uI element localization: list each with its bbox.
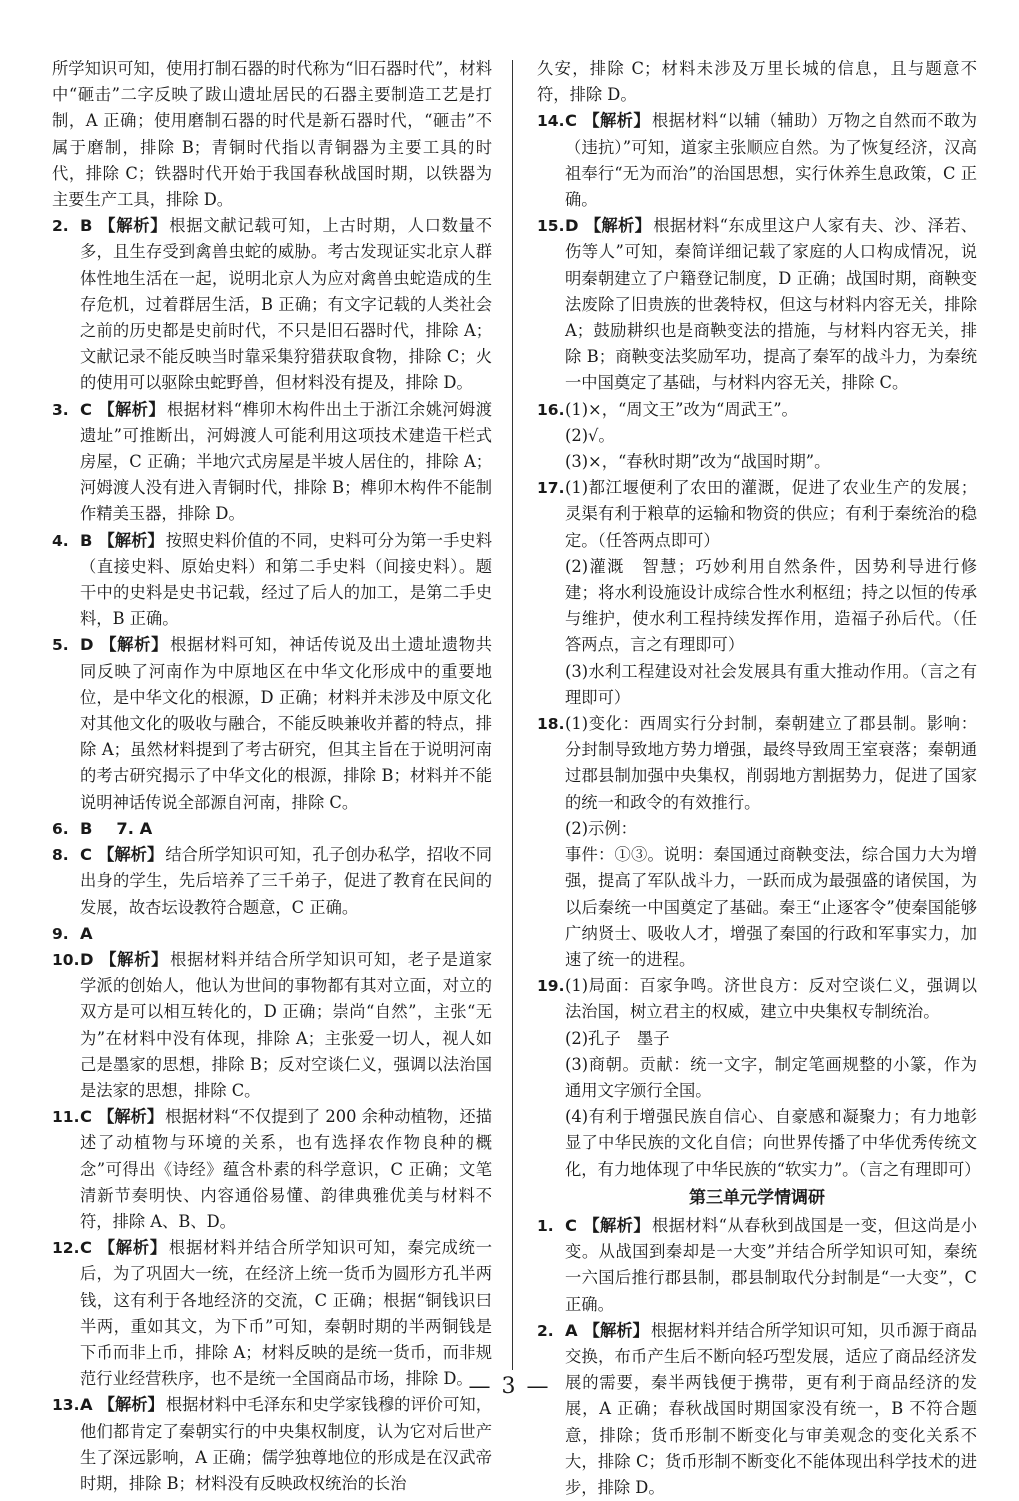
analysis-text: 根据材料并结合所学知识可知，老子是道家学派的创始人，他认为世间的事物都有其对立面，对立的双方是可以相互转化的，D 正确；崇尚“自然”，主张“无为”在材料中没有体现，排除 A；主张爱一切人，视人如己是墨家的思想，排除 B；反对空谈仁义，强调以法治国是法家的思想，排除 C。 [80,949,492,1100]
analysis-tag: 【解析】 [583,1320,649,1340]
answer-item [52,213,492,396]
answer-letter: D [80,635,94,655]
analysis-tag: 【解析】 [98,216,168,236]
analysis-text: 根据材料“榫卯木构件出土于浙江余姚河姆渡遗址”可推断出，河姆渡人可能利用这项技术建造干栏式房屋，C 正确；半地穴式房屋是半坡人居住的，排除 A；河姆渡人没有进入青铜时代，排除 B；榫卯木构件不能制作精美玉器，排除 D。 [80,399,492,524]
question-number: 8. [52,846,69,865]
answer-letter: D [80,949,94,969]
question-number: 5. [52,636,69,655]
analysis-tag: 【解析】 [99,635,169,655]
left-column [52,56,492,1497]
analysis-text: 根据材料“从春秋到战国是一变，但这尚是小变。从战国到秦却是一大变”并结合所学知识可知，秦统一六国后推行郡县制，郡县制取代分封制是“一大变”，C 正确。 [565,1215,977,1314]
continued-answer: 久安，排除 C；材料未涉及万里长城的信息，且与题意不符，排除 D。 [537,59,977,105]
question-number: 14. [537,112,565,131]
question-number: 12. [52,1239,80,1258]
analysis-text: 根据材料并结合所学知识可知，贝币源于商品交换，布币产生后不断向轻巧型发展，适应了商品经济发展的需要，秦半两钱便于携带，更有利于商品经济的发展，A 正确；春秋战国时期国家没有统一，B 不符合题意，排除；货币形制不断变化与审美观念的变化关系不大，排除 C；货币形制不断变化不能体现出科学技术的进步，排除 D。 [565,1320,977,1497]
question-number: 9. [52,924,69,943]
analysis-tag: 【解析】 [97,845,164,865]
analysis-text: 根据材料可知，神话传说及出土遗址遗物共同反映了河南作为中原地区在中华文化形成中的重要地位，是中华文化的根源，D 正确；材料并未涉及中原文化对其他文化的吸收与融合，不能反映兼收并蓄的特点，排除 A；虽然材料提到了考古研究，但其主旨在于说明河南的考古研究揭示了中华文化的根源，排除 B；材料并不能说明神话传说全部源自河南，排除 C。 [80,635,492,812]
answer-letter: B [80,818,93,838]
analysis-text: 根据材料中毛泽东和史学家钱穆的评价可知，他们都肯定了秦朝实行的中央集权制度，认为它对后世产生了深远影响，A 正确；儒学独尊地位的形成是在汉武帝时期，排除 B；材料没有反映政权统治的长治 [80,1395,492,1493]
answer-item [52,397,492,528]
analysis-text: 结合所学知识可知，孔子创办私学，招收不同出身的学生，先后培养了三千弟子，促进了教育在民间的发展，故杏坛设教符合题意，C 正确。 [80,845,492,917]
question-number: 11. [52,1108,80,1127]
right-column [537,56,981,1501]
answer-extra: 7. A [116,818,153,838]
analysis-text: 根据材料“不仅提到了 200 余种动植物，还描述了动植物与环境的关系，也有选择农作物良种的概念”可得出《诗经》蕴含朴素的科学意识，C 正确；文笔清新节奏明快、内容通俗易懂、韵律典雅优美与材料不符，排除 A、B、D。 [80,1107,492,1231]
answer-item [537,1318,977,1501]
analysis-tag: 【解析】 [97,399,166,419]
answer-letter: B [80,530,93,550]
answer-letter: C [80,1238,92,1258]
answer-item [52,1104,492,1235]
section-title: 第三单元学情调研 [689,1187,825,1208]
answer-item [52,947,492,1104]
analysis-tag: 【解析】 [98,1395,164,1415]
analysis-tag: 【解析】 [97,1238,167,1258]
question-18: 18. (1)变化：西周实行分封制，秦朝建立了郡县制。影响：分封制导致地方势力增强，最终导致周王室衰落；秦朝通过郡县制加强中央集权，削弱地方割据势力，促进了国家的统一和政令的有效推行。 (2)示例： 事件：①③。说明：秦国通过商鞅变法，综合国力大为增强，提高了军队战斗力，一跃而成为最强盛的诸侯国，为以后秦统一中国奠定了基础。秦王“止逐客令”使秦国能够广纳贤士、吸收人才，增强了秦国的行政和军事实力，加速了统一的进程。 [537,714,977,969]
analysis-tag: 【解析】 [97,1107,164,1127]
question-16: 16. (1)×，“周文王”改为“周武王”。 (2)√。 (3)×，“春秋时期”改为“战国时期”。 [537,399,831,472]
answer-letter: A [80,1395,93,1415]
answer-item [52,528,492,633]
question-number: 10. [52,950,80,969]
question-number: 2. [52,217,69,236]
answer-item [52,816,492,842]
answer-letter: A [80,923,93,943]
answer-item [52,632,492,815]
analysis-tag: 【解析】 [582,1215,651,1235]
question-number: 6. [52,819,69,838]
question-number: 4. [52,531,69,550]
answer-item [537,108,977,213]
question-number: 13. [52,1396,80,1415]
answer-letter: C [80,1107,92,1127]
answer-letter: C [565,111,577,131]
question-number: 3. [52,400,69,419]
analysis-text: 按照史料价值的不同，史料可分为第一手史料（直接史料、原始史料）和第二手史料（间接史料）。题干中的史料是史书记载，经过了后人的加工，是第二手史料，B 正确。 [80,530,492,629]
analysis-text: 根据材料“东成里这户人家有夫、沙、泽若、伤等人”可知，秦简详细记载了家庭的人口构成情况，说明秦朝建立了户籍登记制度，D 正确；战国时期，商鞅变法废除了旧贵族的世袭特权，但这与材料内容无关，排除 A；鼓励耕织也是商鞅变法的措施，与材料内容无关，排除 B；商鞅变法奖励军功，提高了秦军的战斗力，为秦统一中国奠定了基础，与材料内容无关，排除 C。 [565,216,977,393]
answer-letter: C [565,1215,577,1235]
question-number: 1. [537,1216,554,1235]
page-number: — 3 — [468,1374,551,1399]
answer-letter: C [80,399,92,419]
question-19: 19. (1)局面：百家争鸣。济世良方：反对空谈仁义，强调以法治国，树立君主的权威，建立中央集权专制统治。 (2)孔子 墨子 (3)商朝。贡献：统一文字，制定笔画规整的小篆，作为通用文字颁行全国。 (4)有利于增强民族自信心、自豪感和凝聚力；有力地彰显了中华民族的文化自信；向世界传播了中华优秀传统文化，有力地体现了中华民族的“软实力”。（言之有理即可） [537,976,981,1179]
question-17: 17. (1)都江堰便利了农田的灌溉，促进了农业生产的发展；灵渠有利于粮草的运输和物资的供应；有利于秦统治的稳定。（任答两点即可） (2)灌溉 智慧；巧妙利用自然条件，因势利导进行修建；将水利设施设计成综合性水利枢纽；持之以恒的传承与维护，使水利工程持续发挥作用，造福子孙后代。（任答两点，言之有理即可） (3)水利工程建设对社会发展具有重大推动作用。（言之有理即可） [537,478,977,707]
analysis-text: 根据材料“以辅（辅助）万物之自然而不敢为（违抗）”可知，道家主张顺应自然。为了恢复经济，汉高祖奉行“无为而治”的治国思想，实行休养生息政策，C 正确。 [565,111,977,210]
question-number: 15. [537,217,565,236]
answer-letter: B [80,216,93,236]
analysis-tag: 【解析】 [99,949,169,969]
question-number: 2. [537,1321,554,1340]
answer-letter: C [80,845,92,865]
analysis-tag: 【解析】 [98,530,164,550]
analysis-text: 根据文献记载可知，上古时期，人口数量不多，且生存受到禽兽虫蛇的威胁。考古发现证实北京人群体性地生活在一起，说明北京人为应对禽兽虫蛇造成的生存危机，过着群居生活，B 正确；有文字记载的人类社会之前的历史都是史前时代，不只是旧石器时代，排除 A；文献记录不能反映当时靠采集狩猎获取食物，排除 C；火的使用可以驱除虫蛇野兽，但材料没有提及，排除 D。 [80,216,492,393]
continued-answer: 所学知识可知，使用打制石器的时代称为“旧石器时代”，材料中“砸击”二字反映了跋山遗址居民的石器主要制造工艺是打制，A 正确；使用磨制石器的时代是新石器时代，“砸击”不属于磨制，排除 B；青铜时代指以青铜器为主要工具的时代，排除 C；铁器时代开始于我国春秋战国时期，以铁器为主要生产工具，排除 D。 [52,59,492,210]
analysis-tag: 【解析】 [582,111,651,131]
column-divider [512,60,513,1370]
analysis-text: 根据材料并结合所学知识可知，秦完成统一后，为了巩固大一统，在经济上统一货币为圆形方孔半两钱，这有利于各地经济的交流，C 正确；根据“铜钱识曰半两，重如其文，为下币”可知，秦朝时期的半两铜钱是下币而非上币，排除 A；材料反映的是统一货币，而非规范行业经营秩序，也不是统一全国商品市场，排除 D。 [80,1238,492,1389]
answer-letter: A [565,1320,578,1340]
answer-item [52,1392,492,1497]
answer-item [537,1213,977,1318]
answer-item [52,842,492,921]
analysis-tag: 【解析】 [584,216,652,236]
answer-letter: D [565,216,579,236]
answer-item [52,1235,492,1392]
answer-item [537,213,977,396]
answer-item [52,921,492,947]
